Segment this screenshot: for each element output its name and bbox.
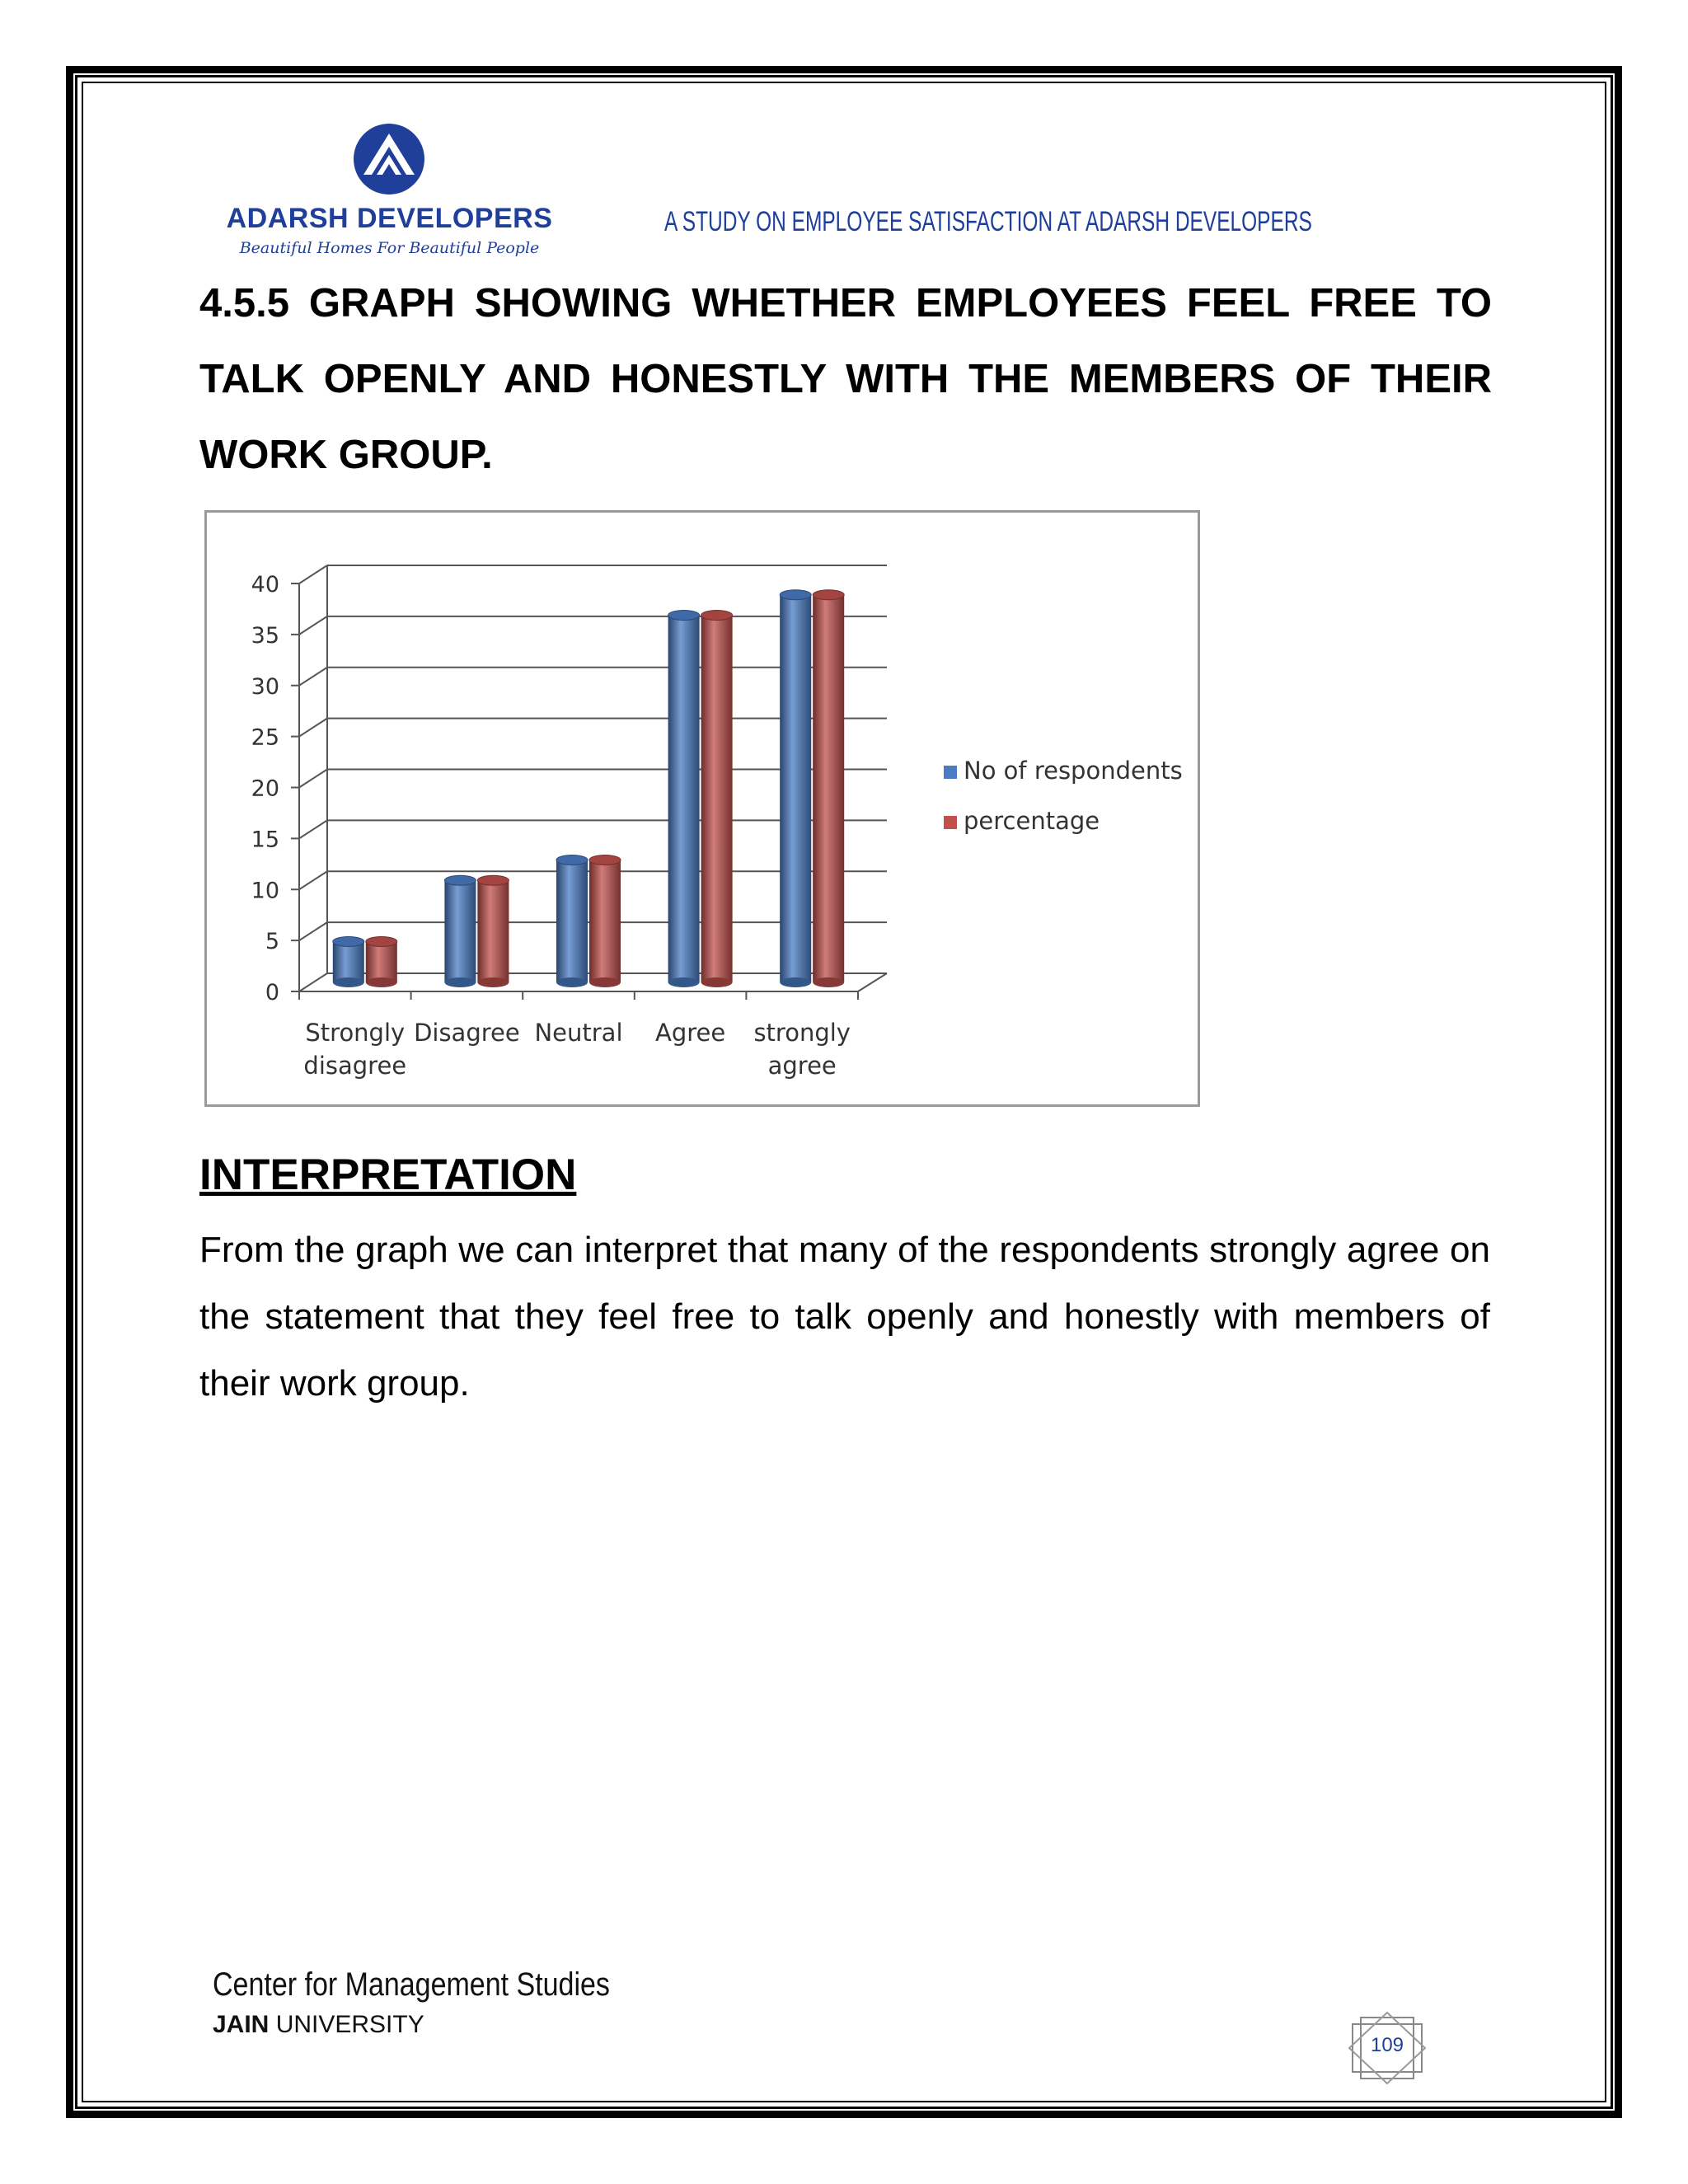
x-tick-label: disagree bbox=[303, 1052, 407, 1080]
bar-base bbox=[780, 977, 811, 987]
legend-label: percentage bbox=[964, 807, 1100, 835]
bar bbox=[366, 942, 397, 983]
side-gridline bbox=[299, 973, 327, 991]
floor-edge bbox=[858, 973, 887, 991]
legend-swatch bbox=[944, 816, 957, 829]
bar-cap bbox=[556, 855, 588, 865]
footer-center-name: Center for Management Studies bbox=[213, 1966, 610, 2003]
adarsh-logo-icon bbox=[352, 122, 426, 196]
bar-cap bbox=[477, 875, 509, 885]
x-tick-label: Disagree bbox=[414, 1019, 520, 1047]
footer-university-rest: UNIVERSITY bbox=[269, 2011, 424, 2038]
bar bbox=[780, 595, 811, 982]
company-logo bbox=[223, 122, 556, 266]
interpretation-body: From the graph we can interpret that many of the respondents strongly agree on the statement that they feel free to talk openly and honestly with members of their work group. bbox=[199, 1230, 1490, 1404]
bar-base bbox=[444, 977, 476, 987]
y-tick-label: 15 bbox=[251, 827, 279, 853]
side-gridline bbox=[299, 871, 327, 889]
bar bbox=[668, 616, 700, 983]
bar-cap bbox=[813, 590, 844, 600]
section-heading: 4.5.5 GRAPH SHOWING WHETHER EMPLOYEES FEEL FREE TO TALK OPENLY AND HONESTLY WITH THE MEMBERS OF THEIR WORK GROUP. bbox=[199, 281, 1492, 477]
bar-base bbox=[477, 977, 509, 987]
footer-university bbox=[213, 2011, 424, 2039]
x-tick-label: strongly bbox=[753, 1019, 851, 1047]
bar-base bbox=[701, 977, 733, 987]
x-tick-label: Agree bbox=[654, 1019, 726, 1047]
x-tick-label: Strongly bbox=[305, 1019, 406, 1047]
bar-cap bbox=[668, 611, 700, 621]
bar-cap bbox=[701, 611, 733, 621]
side-gridline bbox=[299, 616, 327, 635]
bar-base bbox=[366, 977, 397, 987]
bar bbox=[444, 880, 476, 982]
y-tick-label: 35 bbox=[251, 622, 279, 649]
bar bbox=[701, 616, 733, 983]
bar bbox=[556, 860, 588, 983]
bar-cap bbox=[366, 937, 397, 947]
side-gridline bbox=[299, 770, 327, 788]
bar-base bbox=[333, 977, 364, 987]
company-name: ADARSH DEVELOPERS bbox=[226, 203, 553, 234]
side-gridline bbox=[299, 719, 327, 737]
side-gridline bbox=[299, 668, 327, 686]
footer-university-bold: JAIN bbox=[213, 2011, 270, 2038]
bar bbox=[813, 595, 844, 982]
page-number: 109 bbox=[1370, 2034, 1404, 2056]
bar-cap bbox=[444, 875, 476, 885]
y-tick-label: 0 bbox=[265, 980, 279, 1005]
legend-swatch bbox=[944, 766, 957, 779]
side-gridline bbox=[299, 565, 327, 583]
bar bbox=[333, 942, 364, 983]
bar-cap bbox=[333, 937, 364, 947]
chart-canvas bbox=[207, 513, 1198, 1104]
bar-cap bbox=[589, 855, 621, 865]
side-gridline bbox=[299, 922, 327, 940]
y-tick-label: 20 bbox=[251, 776, 279, 802]
bar-base bbox=[668, 977, 700, 987]
y-tick-label: 5 bbox=[265, 929, 279, 955]
page-number-badge bbox=[1346, 2011, 1428, 2085]
y-tick-label: 10 bbox=[251, 878, 279, 904]
x-tick-label: agree bbox=[767, 1052, 837, 1080]
x-tick-label: Neutral bbox=[534, 1019, 623, 1047]
side-gridline bbox=[299, 820, 327, 838]
document-header-title: A STUDY ON EMPLOYEE SATISFACTION AT ADARSH DEVELOPERS bbox=[664, 206, 1312, 237]
bar bbox=[477, 880, 509, 982]
bar bbox=[589, 860, 621, 983]
legend-label: No of respondents bbox=[964, 757, 1183, 785]
company-tagline: Beautiful Homes For Beautiful People bbox=[239, 239, 540, 257]
y-tick-label: 40 bbox=[251, 572, 279, 598]
bar-chart bbox=[204, 510, 1200, 1107]
bar-base bbox=[589, 977, 621, 987]
bar-cap bbox=[780, 590, 811, 600]
bar-base bbox=[813, 977, 844, 987]
bar-base bbox=[556, 977, 588, 987]
y-tick-label: 30 bbox=[251, 673, 279, 700]
interpretation-heading: INTERPRETATION bbox=[199, 1151, 577, 1199]
y-tick-label: 25 bbox=[251, 724, 279, 751]
